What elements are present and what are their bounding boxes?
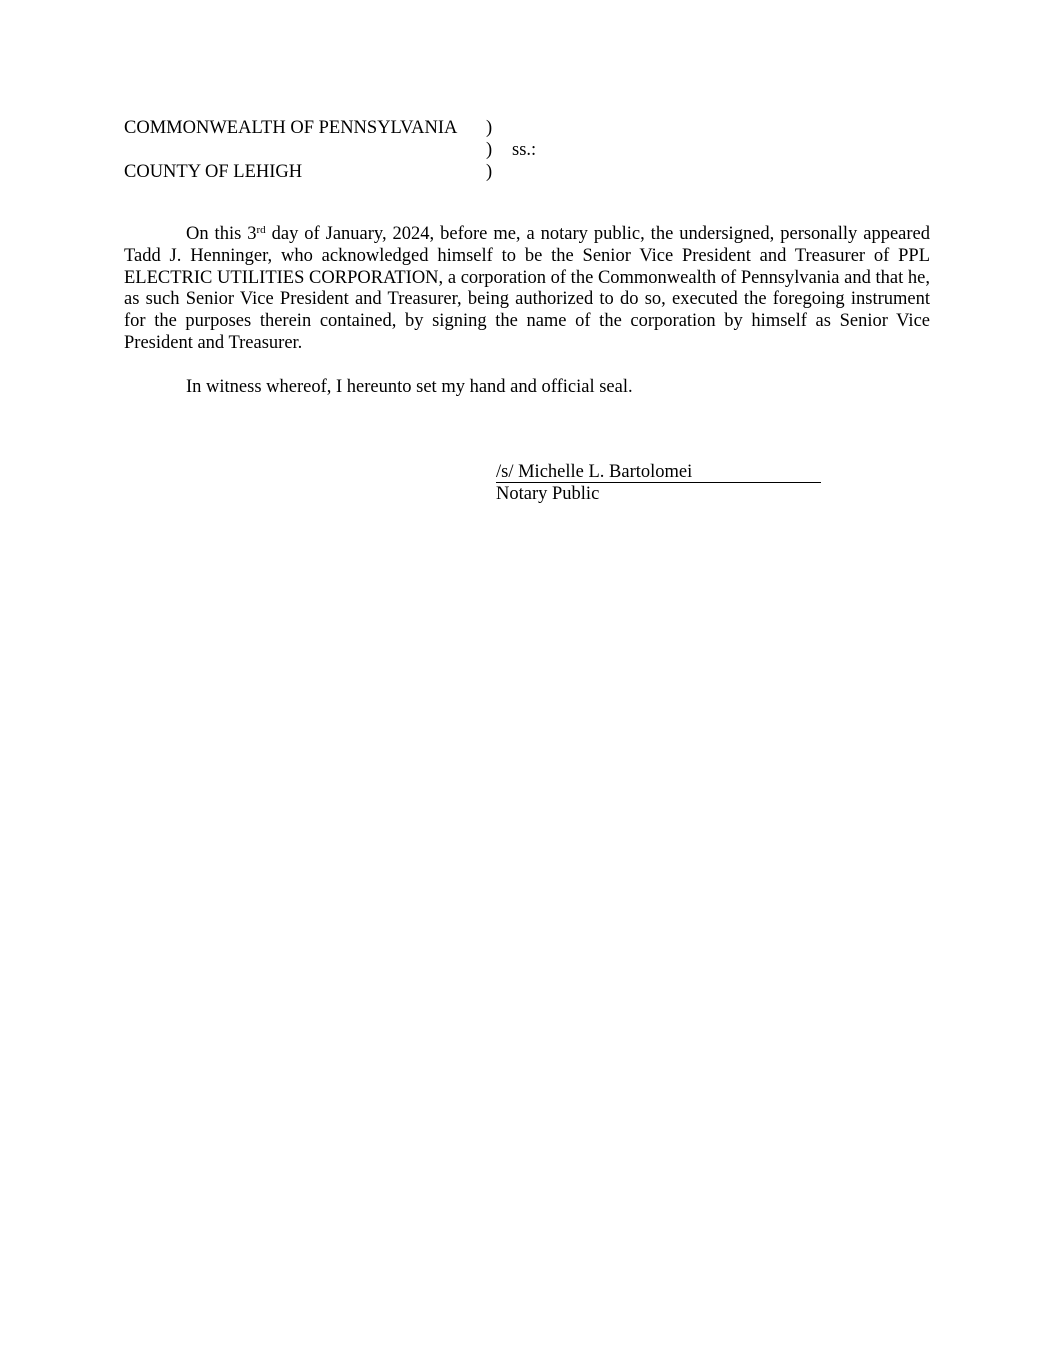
acknowledgment-paragraph bbox=[124, 224, 930, 355]
venue-ss-mark: ss.: bbox=[512, 140, 537, 160]
venue-paren-middle: ) bbox=[486, 140, 493, 160]
witness-paragraph: In witness whereof, I hereunto set my hand and official seal. bbox=[186, 377, 633, 397]
acknowledgment-text: day of January, 2024, before me, a notary public, the undersigned, personally appeared Tadd J. Henninger, who acknowledged himself to be the Senior Vice President and Treasurer of PPL ELECTRIC UTILITIES CORPORATION, a corporation of the Commonwealth of Pennsylvania and that he, as such Senior Vice President and Treasurer, being authorized to do so, executed the foregoing instrument for the purposes therein contained, by signing the name of the corporation by himself as Senior Vice President and Treasurer. bbox=[124, 224, 930, 353]
acknowledgment-prefix: On this 3 bbox=[186, 224, 257, 244]
notary-title: Notary Public bbox=[496, 484, 600, 504]
notary-signature: /s/ Michelle L. Bartolomei bbox=[496, 462, 693, 482]
acknowledgment-day-suffix: rd bbox=[256, 224, 266, 236]
venue-paren-top: ) bbox=[486, 118, 493, 138]
venue-county: COUNTY OF LEHIGH bbox=[124, 162, 303, 182]
signature-line bbox=[496, 461, 821, 483]
venue-state: COMMONWEALTH OF PENNSYLVANIA bbox=[124, 118, 458, 138]
venue-paren-bottom: ) bbox=[486, 162, 493, 182]
